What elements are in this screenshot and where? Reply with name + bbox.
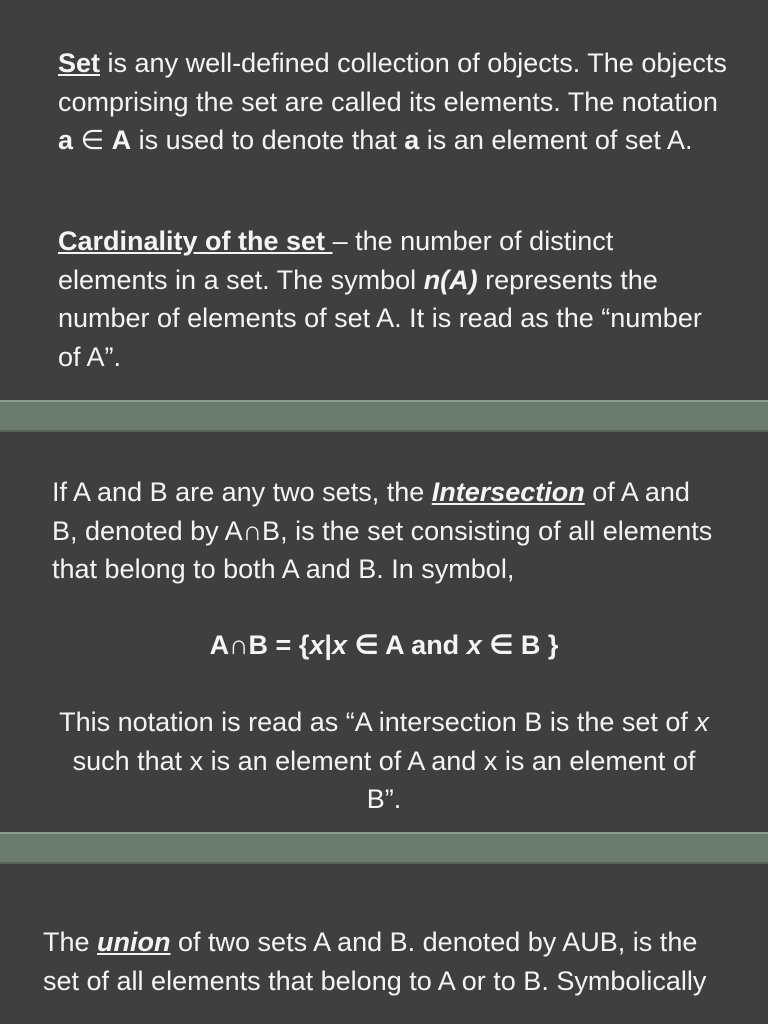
intersection-reading: This notation is read as “A intersection B is the set of x such that x is an element of A and x is an element of B”.	[59, 707, 709, 814]
cardinality-paragraph: Cardinality of the set – the number of distinct elements in a set. The symbol n(A) represents the number of elements of set A. It is read as the “number of A”.	[58, 226, 702, 372]
union-term: union	[97, 927, 171, 957]
cardinality-term: Cardinality of the set	[58, 226, 333, 256]
intersection-term: Intersection	[431, 477, 585, 507]
set-term: Set	[58, 48, 101, 78]
intersection-formula: A∩B = {x|x ∈ A and x ∈ B }	[209, 630, 559, 660]
slide-intersection	[0, 432, 768, 832]
cardinality-symbol: n(A)	[423, 264, 478, 295]
set-definition-paragraph: Set is any well-defined collection of objects. The objects comprising the set are called its elements. The notation a ∈ A is used to denote that a is an element of set A.	[58, 48, 727, 155]
intersection-definition: If A and B are any two sets, the Intersection of A and B, denoted by A∩B, is the set consisting of all elements that belong to both A and B. In symbol,	[52, 477, 713, 584]
slide-divider	[0, 400, 768, 432]
slide-divider	[0, 832, 768, 864]
set-A-symbol: A	[111, 125, 132, 155]
slide-union	[0, 864, 768, 1024]
union-definition: The union of two sets A and B. denoted by AUB, is the set of all elements that belong to A or to B. Symbolically	[43, 927, 707, 996]
slide-set-definition	[0, 0, 768, 400]
element-a-symbol: a	[58, 125, 74, 155]
